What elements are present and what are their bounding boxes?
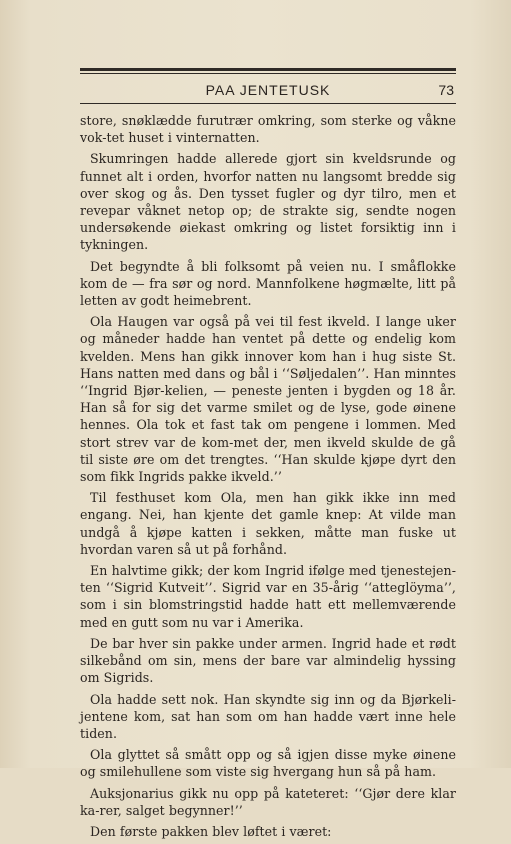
paragraph: Til festhuset kom Ola, men han gikk ikke inn med engang. Nei, han kjente det gamle knep: At vilde man undgå å kjøpe katten i sekken, måtte man fuske ut hvordan varen så ut på forhånd. <box>80 490 456 557</box>
paragraph: Det begyndte å bli folksomt på veien nu. I småflokke kom de — fra sør og nord. Mannfolkene høgmælte, litt på letten av godt heimebrent. <box>80 258 456 309</box>
paragraph: store, snøklædde furutrær omkring, som sterke og våkne vok-tet huset i vinternatten. <box>80 113 456 146</box>
paragraph: Auksjonarius gikk nu opp på kateteret: ‘‘Gjør dere klar ka-rer, salget begynner!’’ <box>80 785 456 818</box>
paragraph: En halvtime gikk; der kom Ingrid ifølge med tjenestejen-ten ‘‘Sigrid Kutveit’’. Sigrid var en 35-årig ‘‘atteglöyma’’, som i sin blomstringstid hadde hatt ett mellemværende med en gutt som nu var i Amerika. <box>80 563 456 630</box>
page-number: 73 <box>438 82 454 98</box>
running-head <box>80 80 456 102</box>
paragraph: Skumringen hadde allerede gjort sin kveldsrunde og funnet alt i orden, hvorfor natten nu langsomt bredde sig over skog og ås. Den tysset fugler og dyr tilro, men et revepar våknet netop op; de strakte sig, sendte nogen undersøkende øiekast omkring og listet forsiktig inn i tykningen. <box>80 151 456 253</box>
top-double-rule <box>80 68 456 71</box>
header-rule <box>80 103 456 104</box>
running-title: PAA JENTETUSK <box>205 82 331 98</box>
body-text <box>80 112 456 844</box>
paragraph: Ola glyttet så smått opp og så igjen disse myke øinene og smilehullene som viste sig hvergang hun så på ham. <box>80 747 456 780</box>
top-thin-rule <box>80 73 456 74</box>
paragraph: Ola Haugen var også på vei til fest ikveld. I lange uker og måneder hadde han ventet på dette og endelig kom kvelden. Mens han gikk innover kom han i hug siste St. Hans natten med dans og bål i ‘‘Søljedalen’’. Han minntes ‘‘Ingrid Bjør-kelien, — peneste jenten i bygden og 18 år. Han så for sig det varme smilet og de lyse, gode øinene hennes. Ola tok et fast tak om pengene i lommen. Med stort strev var de kom-met der, men ikveld skulde de gå til siste øre om det trengtes. ‘‘Han skulde kjøpe dyrt den som fikk Ingrids pakke ikveld.’’ <box>80 314 456 485</box>
paragraph: Den første pakken blev løftet i været: <box>90 823 332 839</box>
paragraph: Ola hadde sett nok. Han skyndte sig inn og da Bjørkeli-jentene kom, sat han som om han hadde vært inne hele tiden. <box>80 691 456 741</box>
paragraph: De bar hver sin pakke under armen. Ingrid hade et rødt silkebånd om sin, mens der bare var almindelig hyssing om Sigrids. <box>80 635 456 686</box>
